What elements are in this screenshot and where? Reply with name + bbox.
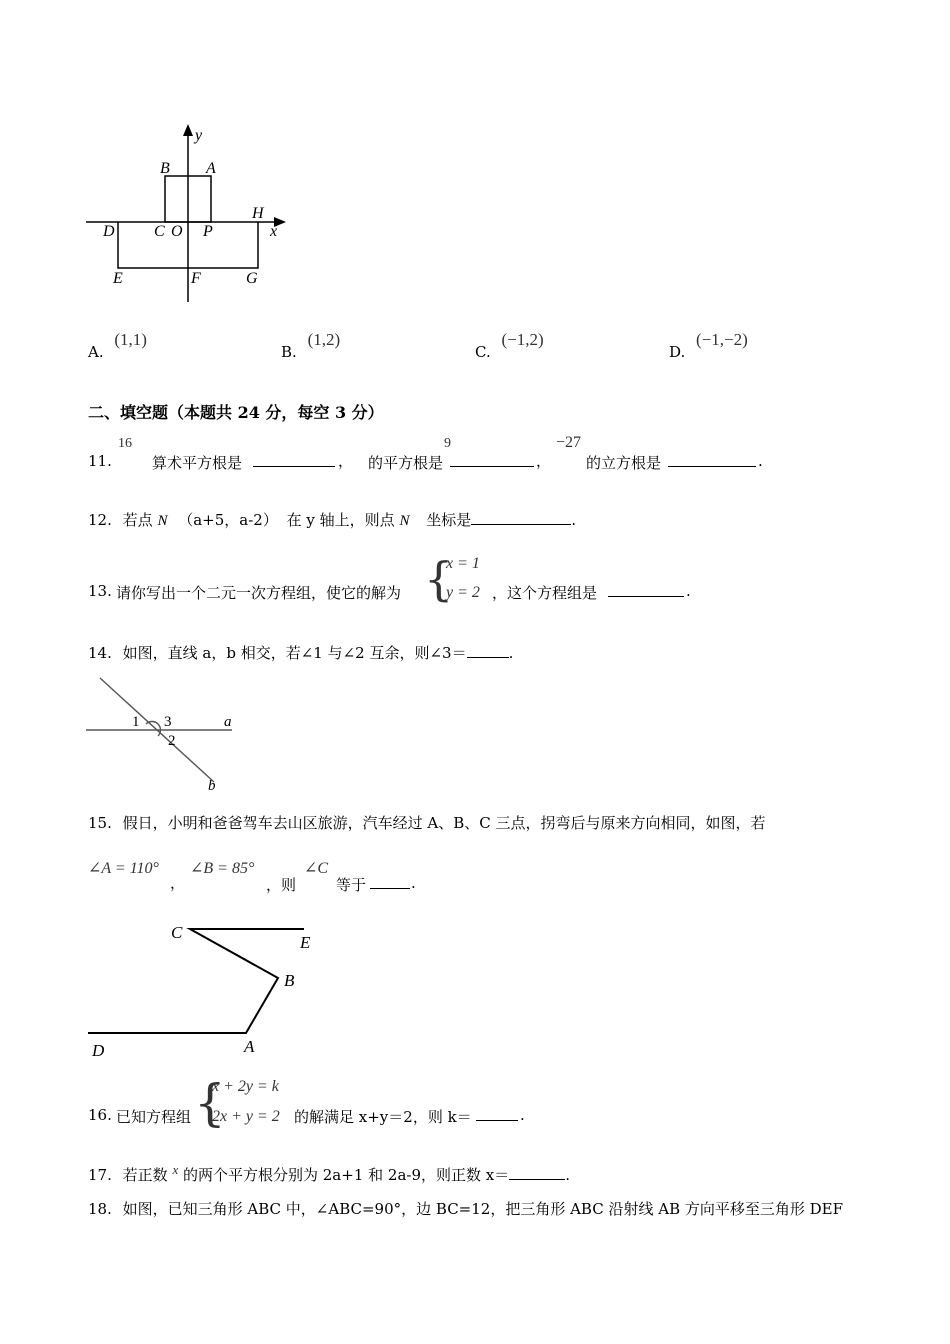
equation-1: x = 1 xyxy=(446,555,480,572)
label-e: E xyxy=(113,270,123,287)
angle-label-1: 1 xyxy=(132,714,140,730)
period: . xyxy=(565,1166,571,1184)
label-y: y xyxy=(195,127,203,144)
angle-label-2: 2 xyxy=(168,733,176,749)
answer-blank[interactable] xyxy=(668,452,756,467)
option-value: (1,2) xyxy=(307,330,341,349)
option-letter: D. xyxy=(669,343,686,361)
period: . xyxy=(571,511,577,529)
angle-arc xyxy=(146,722,160,736)
answer-blank[interactable] xyxy=(608,582,684,597)
brace: { xyxy=(424,552,454,606)
label-e: E xyxy=(300,933,311,952)
comma: ， xyxy=(170,874,186,892)
angle-label-3: 3 xyxy=(164,714,172,730)
question-11 xyxy=(88,436,888,476)
number-9: 9 xyxy=(444,436,451,451)
period: . xyxy=(520,1106,525,1124)
text: 的两个平方根分别为 2a+1 和 2a-9，则正数 x＝ xyxy=(183,1166,510,1184)
text: 算术平方根是 xyxy=(152,454,243,472)
text: 的解满足 x+y＝2，则 k＝ xyxy=(294,1108,472,1126)
option-value: (1,1) xyxy=(114,330,147,349)
label-p: P xyxy=(203,223,213,240)
answer-blank[interactable] xyxy=(509,1165,565,1180)
question-number: 17. xyxy=(88,1166,112,1184)
line-label-b: b xyxy=(208,778,216,794)
label-h: H xyxy=(252,205,264,222)
text: 在 y 轴上，则点 xyxy=(286,511,395,529)
question-18 xyxy=(88,1198,843,1219)
question-15-line2 xyxy=(88,856,488,896)
text: 的平方根是 xyxy=(368,454,444,472)
answer-blank[interactable] xyxy=(253,452,335,467)
text: ，则 xyxy=(266,876,297,894)
question-number: 15. xyxy=(88,814,112,832)
label-x: x xyxy=(270,223,278,240)
coordinate-figure xyxy=(80,120,300,310)
text: 的立方根是 xyxy=(586,454,662,472)
question-number: 13. xyxy=(88,582,112,600)
line-label-a: a xyxy=(224,714,232,730)
question-number: 11. xyxy=(88,452,112,470)
question-number: 14. xyxy=(88,644,112,662)
label-f: F xyxy=(191,270,201,287)
text: ，这个方程组是 xyxy=(492,584,598,602)
option-letter: C. xyxy=(475,343,491,361)
text: 假日，小明和爸爸驾车去山区旅游，汽车经过 A、B、C 三点，拐弯后与原来方向相同，如图，若 xyxy=(122,814,766,832)
period: . xyxy=(508,644,514,662)
label-a: A xyxy=(206,160,216,177)
question-17 xyxy=(88,1164,570,1185)
text: 若正数 xyxy=(122,1166,168,1184)
option-a[interactable] xyxy=(88,330,147,361)
coordinates: （a+5，a-2） xyxy=(178,511,278,529)
equation-2: 2x + y = 2 xyxy=(212,1108,280,1125)
option-value: (−1,2) xyxy=(501,330,544,349)
road-path xyxy=(88,929,304,1033)
text: 如图，已知三角形 ABC 中，∠ABC=90°，边 BC=12，把三角形 ABC 沿射线 AB 方向平移至三角形 DEF xyxy=(122,1200,844,1218)
text: 已知方程组 xyxy=(116,1108,192,1126)
question-number: 12. xyxy=(88,511,112,529)
label-c: C xyxy=(154,223,165,240)
comma: ， xyxy=(536,452,552,470)
answer-blank[interactable] xyxy=(467,643,509,658)
variable-x: x xyxy=(172,1162,179,1177)
period: . xyxy=(411,874,416,892)
label-d: D xyxy=(92,1041,105,1060)
option-letter: B. xyxy=(281,343,297,361)
label-a: A xyxy=(244,1037,255,1056)
section-title: 二、填空题（本题共 24 分，每空 3 分） xyxy=(88,403,384,422)
option-c[interactable] xyxy=(475,330,544,361)
text: 若点 xyxy=(122,511,153,529)
period: . xyxy=(758,452,763,470)
label-b: B xyxy=(160,160,170,177)
question-12 xyxy=(88,509,576,530)
label-g: G xyxy=(246,270,258,287)
label-d: D xyxy=(103,223,115,240)
angle-b: ∠B = 85° xyxy=(190,860,255,877)
option-b[interactable] xyxy=(281,330,341,361)
text: 等于 xyxy=(336,876,367,894)
text: 如图，直线 a，b 相交，若∠1 与∠2 互余，则∠3＝ xyxy=(122,644,467,662)
label-c: C xyxy=(171,923,183,942)
option-value: (−1,−2) xyxy=(696,330,748,349)
angle-c: ∠C xyxy=(304,860,329,877)
question-15 xyxy=(88,812,766,833)
y-arrow xyxy=(183,124,193,136)
intersecting-lines-figure xyxy=(80,672,250,796)
answer-blank[interactable] xyxy=(476,1106,518,1121)
angle-a: ∠A = 110° xyxy=(88,860,159,877)
label-o: O xyxy=(171,223,183,240)
answer-blank[interactable] xyxy=(370,874,410,889)
radicand-16: 16 xyxy=(118,436,132,451)
point-n: N xyxy=(399,513,410,529)
option-d[interactable] xyxy=(669,330,748,361)
answer-blank[interactable] xyxy=(450,452,534,467)
comma: ， xyxy=(338,452,354,470)
text: 请你写出一个二元一次方程组，使它的解为 xyxy=(116,584,402,602)
question-16 xyxy=(88,1074,688,1132)
question-13 xyxy=(88,552,788,604)
question-14 xyxy=(88,642,513,663)
question-number: 16. xyxy=(88,1106,112,1124)
road-figure xyxy=(80,916,340,1062)
label-b: B xyxy=(284,971,295,990)
answer-blank[interactable] xyxy=(471,510,571,525)
equation-1: x + 2y = k xyxy=(212,1078,279,1095)
period: . xyxy=(686,582,691,600)
equation-2: y = 2 xyxy=(446,584,480,601)
question-number: 18. xyxy=(88,1200,112,1218)
number-neg27: −27 xyxy=(556,434,582,451)
option-letter: A. xyxy=(88,343,104,361)
text: 坐标是 xyxy=(426,511,472,529)
brace: { xyxy=(194,1074,226,1132)
point-n: N xyxy=(157,513,168,529)
